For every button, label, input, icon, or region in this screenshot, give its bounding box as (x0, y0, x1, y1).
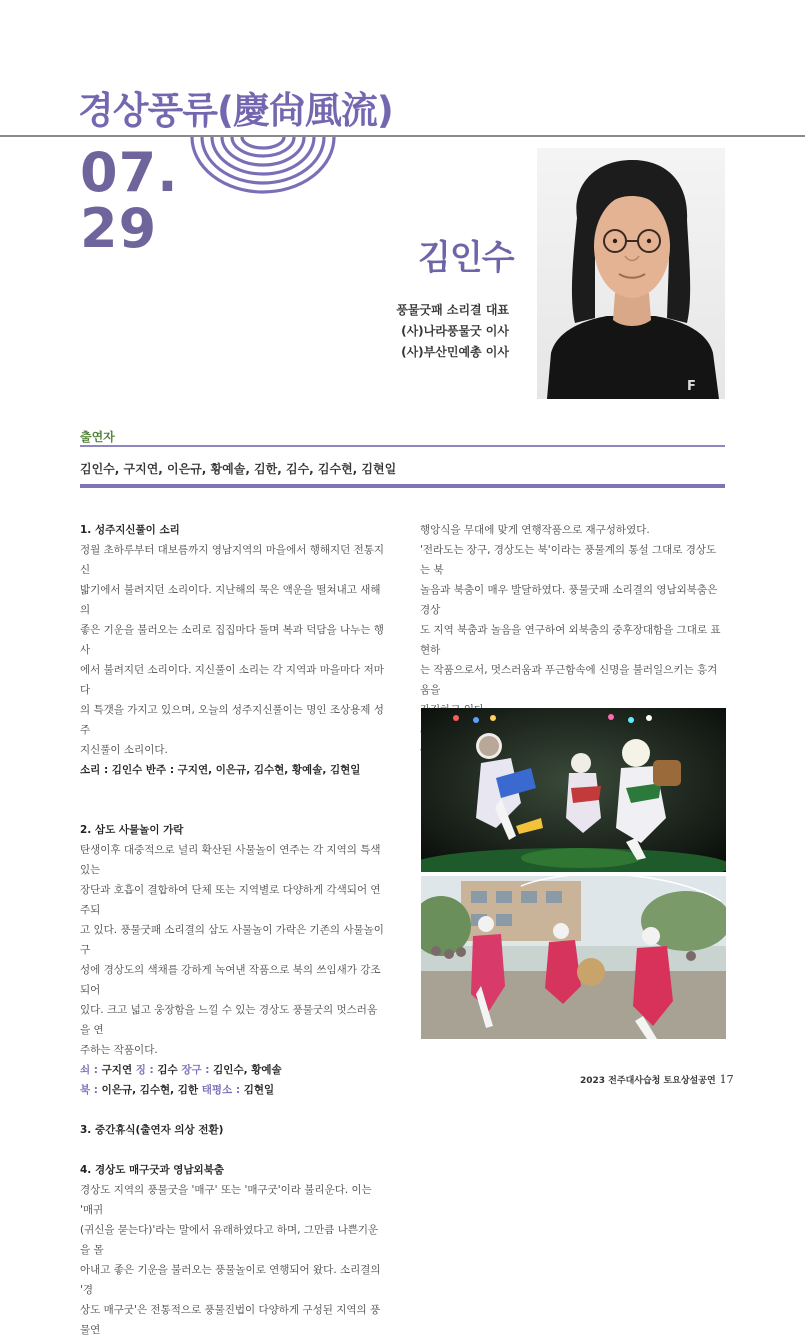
cast-line (80, 1080, 387, 1100)
svg-text:F: F (687, 379, 696, 394)
program-item-heading: 1. 성주지신풀이 소리 (80, 524, 180, 536)
performers-list: 김인수, 구지연, 이은규, 황예솔, 김한, 김수, 김수현, 김현일 (80, 462, 397, 476)
program-item-text: 성에 경상도의 색채를 강하게 녹여낸 작품으로 북의 쓰임새가 강조되어 (80, 964, 381, 996)
program-item-text: 밟기에서 불려지던 소리이다. 지난해의 묵은 액운을 떨쳐내고 새해의 (80, 584, 381, 616)
role-line: (사)부산민예총 이사 (401, 345, 509, 359)
cast-names: 김수 (153, 1064, 182, 1076)
program-item-text: 있다. 크고 넓고 웅장함을 느낄 수 있는 경상도 풍물굿의 멋스러움을 연 (80, 1004, 378, 1036)
role-line: (사)나라풍물굿 이사 (401, 324, 509, 338)
cast-names: 김인수, 황예솔 (209, 1064, 282, 1076)
program-item-heading: 3. 중간휴식(출연자 의상 전환) (80, 1124, 224, 1136)
performers-label: 출연자 (80, 430, 115, 444)
portrait-photo (537, 148, 725, 399)
footer-text: 2023 전주대사습청 토요상설공연 (580, 1076, 716, 1086)
cast-role: 소리 : (80, 764, 109, 776)
program-item-text: 장단과 호흡이 결합하여 단체 또는 지역별로 다양하게 각색되어 연주되 (80, 884, 381, 916)
program-item-text: 아내고 좋은 기운을 불러오는 풍물놀이로 연행되어 왔다. 소리결의 '경 (80, 1264, 381, 1296)
stage-performance-photo (421, 708, 726, 872)
program-column-left (80, 520, 387, 1340)
cast-role: 북 : (80, 1084, 98, 1096)
program-item-text: 탄생이후 대중적으로 널리 확산된 사물놀이 연주는 각 지역의 특색있는 (80, 844, 381, 876)
role-line: 풍물굿패 소리결 대표 (396, 303, 509, 317)
cast-role: 쇠 : (80, 1064, 98, 1076)
cast-line (80, 760, 387, 780)
section-divider (80, 484, 725, 488)
cast-role: 태평소 : (201, 1084, 241, 1096)
page-footer (580, 1073, 734, 1086)
program-item-text: 정월 초하루부터 대보름까지 영남지역의 마을에서 행해지던 전통지신 (80, 544, 385, 576)
performers-divider (80, 445, 725, 447)
program-item-text: 경상도 지역의 풍물굿을 '매구' 또는 '매구굿'이라 불리운다. 이는 '매귀 (80, 1184, 372, 1216)
date-day: 29 (80, 197, 158, 260)
cast-line (80, 1060, 387, 1080)
cast-role: 장구 : (181, 1064, 210, 1076)
cast-role: 반주 : (145, 764, 175, 776)
wave-pattern-decoration (188, 137, 338, 197)
cast-names: 구지연, 이은규, 김수현, 황예솔, 김현일 (174, 764, 361, 776)
cast-names: 이은규, 김수현, 김한 (98, 1084, 202, 1096)
program-item-heading: 4. 경상도 매구굿과 영남외북춤 (80, 1164, 224, 1176)
cast-names: 구지연 (98, 1064, 136, 1076)
performer-name: 김인수 (418, 238, 514, 278)
performer-roles (396, 300, 509, 363)
cast-names: 김현일 (240, 1084, 275, 1096)
program-item-text: 지신풀이 소리이다. (80, 744, 168, 756)
program-item-text: 는 작품으로서, 멋스러움과 푸근함속에 신명을 불러일으키는 흥겨움을 (420, 664, 718, 696)
header-divider (0, 135, 805, 137)
program-title: 경상풍류(慶尙風流) (78, 89, 393, 132)
program-item-text: 고 있다. 풍물굿패 소리결의 삼도 사물놀이 가락은 기존의 사물놀이 구 (80, 924, 384, 956)
program-item-heading: 2. 삼도 사물놀이 가락 (80, 824, 184, 836)
cast-role: 징 : (135, 1064, 154, 1076)
program-item-text: 에서 불려지던 소리이다. 지신풀이 소리는 각 지역과 마을마다 저마다 (80, 664, 384, 696)
program-item-text: 좋은 기운을 불러오는 소리로 집집마다 돌며 복과 덕담을 나누는 행사 (80, 624, 384, 656)
program-item-text: 도 지역 북춤과 놀음을 연구하여 외북춤의 중후장대함을 그대로 표현하 (420, 624, 721, 656)
performance-date (80, 141, 179, 260)
program-item-text: '전라도는 장구, 경상도는 북'이라는 풍물계의 통설 그대로 경상도는 북 (420, 544, 717, 576)
program-item-text: 행앙식을 무대에 맞게 연행작품으로 재구성하였다. (420, 524, 650, 536)
program-item-text: 주하는 작품이다. (80, 1044, 158, 1056)
cast-names: 김인수 (108, 764, 146, 776)
program-item-text: 상도 매구굿'은 전통적으로 풍물진법이 다양하게 구성된 지역의 풍물연 (80, 1304, 381, 1336)
date-month: 07. (80, 141, 179, 204)
program-item-text: 놀음과 북춤이 매우 발달하였다. 풍물굿패 소리결의 영남외북춤은 경상 (420, 584, 718, 616)
page-number: 17 (719, 1073, 734, 1086)
program-item-text: (귀신을 묻는다)'라는 말에서 유래하였다고 하며, 그만큼 나쁜기운을 몰 (80, 1224, 379, 1256)
program-item-text: 의 특갯을 가지고 있으며, 오늘의 성주지신풀이는 명인 조상용제 성주 (80, 704, 384, 736)
outdoor-performance-photo (421, 876, 726, 1039)
